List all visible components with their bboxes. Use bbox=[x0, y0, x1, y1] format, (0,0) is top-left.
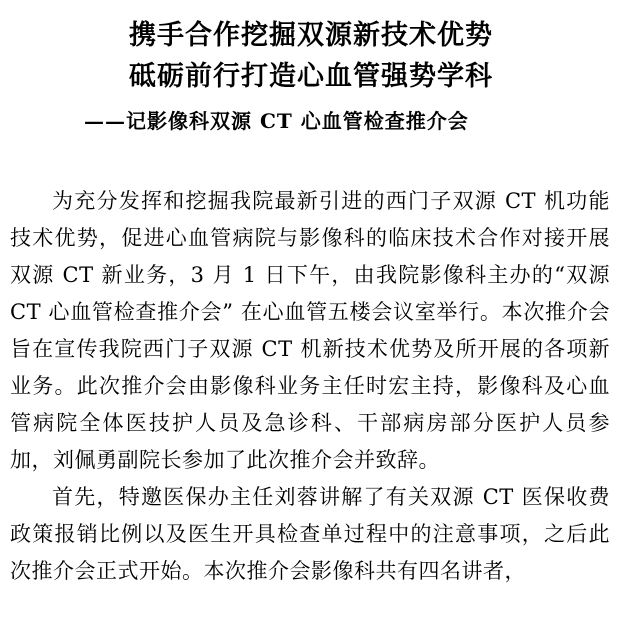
body-paragraph-2: 首先，特邀医保办主任刘蓉讲解了有关双源 CT 医保收费政策报销比例以及医生开具检查单过程中的注意事项，之后此次推介会正式开始。本次推介会影像科共有四名讲者， bbox=[10, 485, 610, 583]
document-title-line-2: 砥砺前行打造心血管强势学科 bbox=[129, 61, 493, 92]
document-body bbox=[10, 183, 610, 590]
body-paragraph-1: 为充分发挥和挖掘我院最新引进的西门子双源 CT 机功能技术优势，促进心血管病院与影像科的临床技术合作对接开展双源 CT 新业务，3 月 1 日下午，由我院影像科主办的“双源 CT 心血管检查推介会” 在心血管五楼会议室举行。本次推介会旨在宣传我院西门子双源 CT 机新技术优势及所开展的各项新业务。此次推介会由影像科业务主任时宏主持，影像科及心血管病院全体医技护人员及急诊科、干部病房部分医护人员参加，刘佩勇副院长参加了此次推介会并致辞。 bbox=[10, 189, 610, 472]
document-title-line-1: 携手合作挖掘双源新技术优势 bbox=[129, 20, 493, 51]
document-subtitle: ——记影像科双源 CT 心血管检查推介会 bbox=[84, 109, 469, 133]
